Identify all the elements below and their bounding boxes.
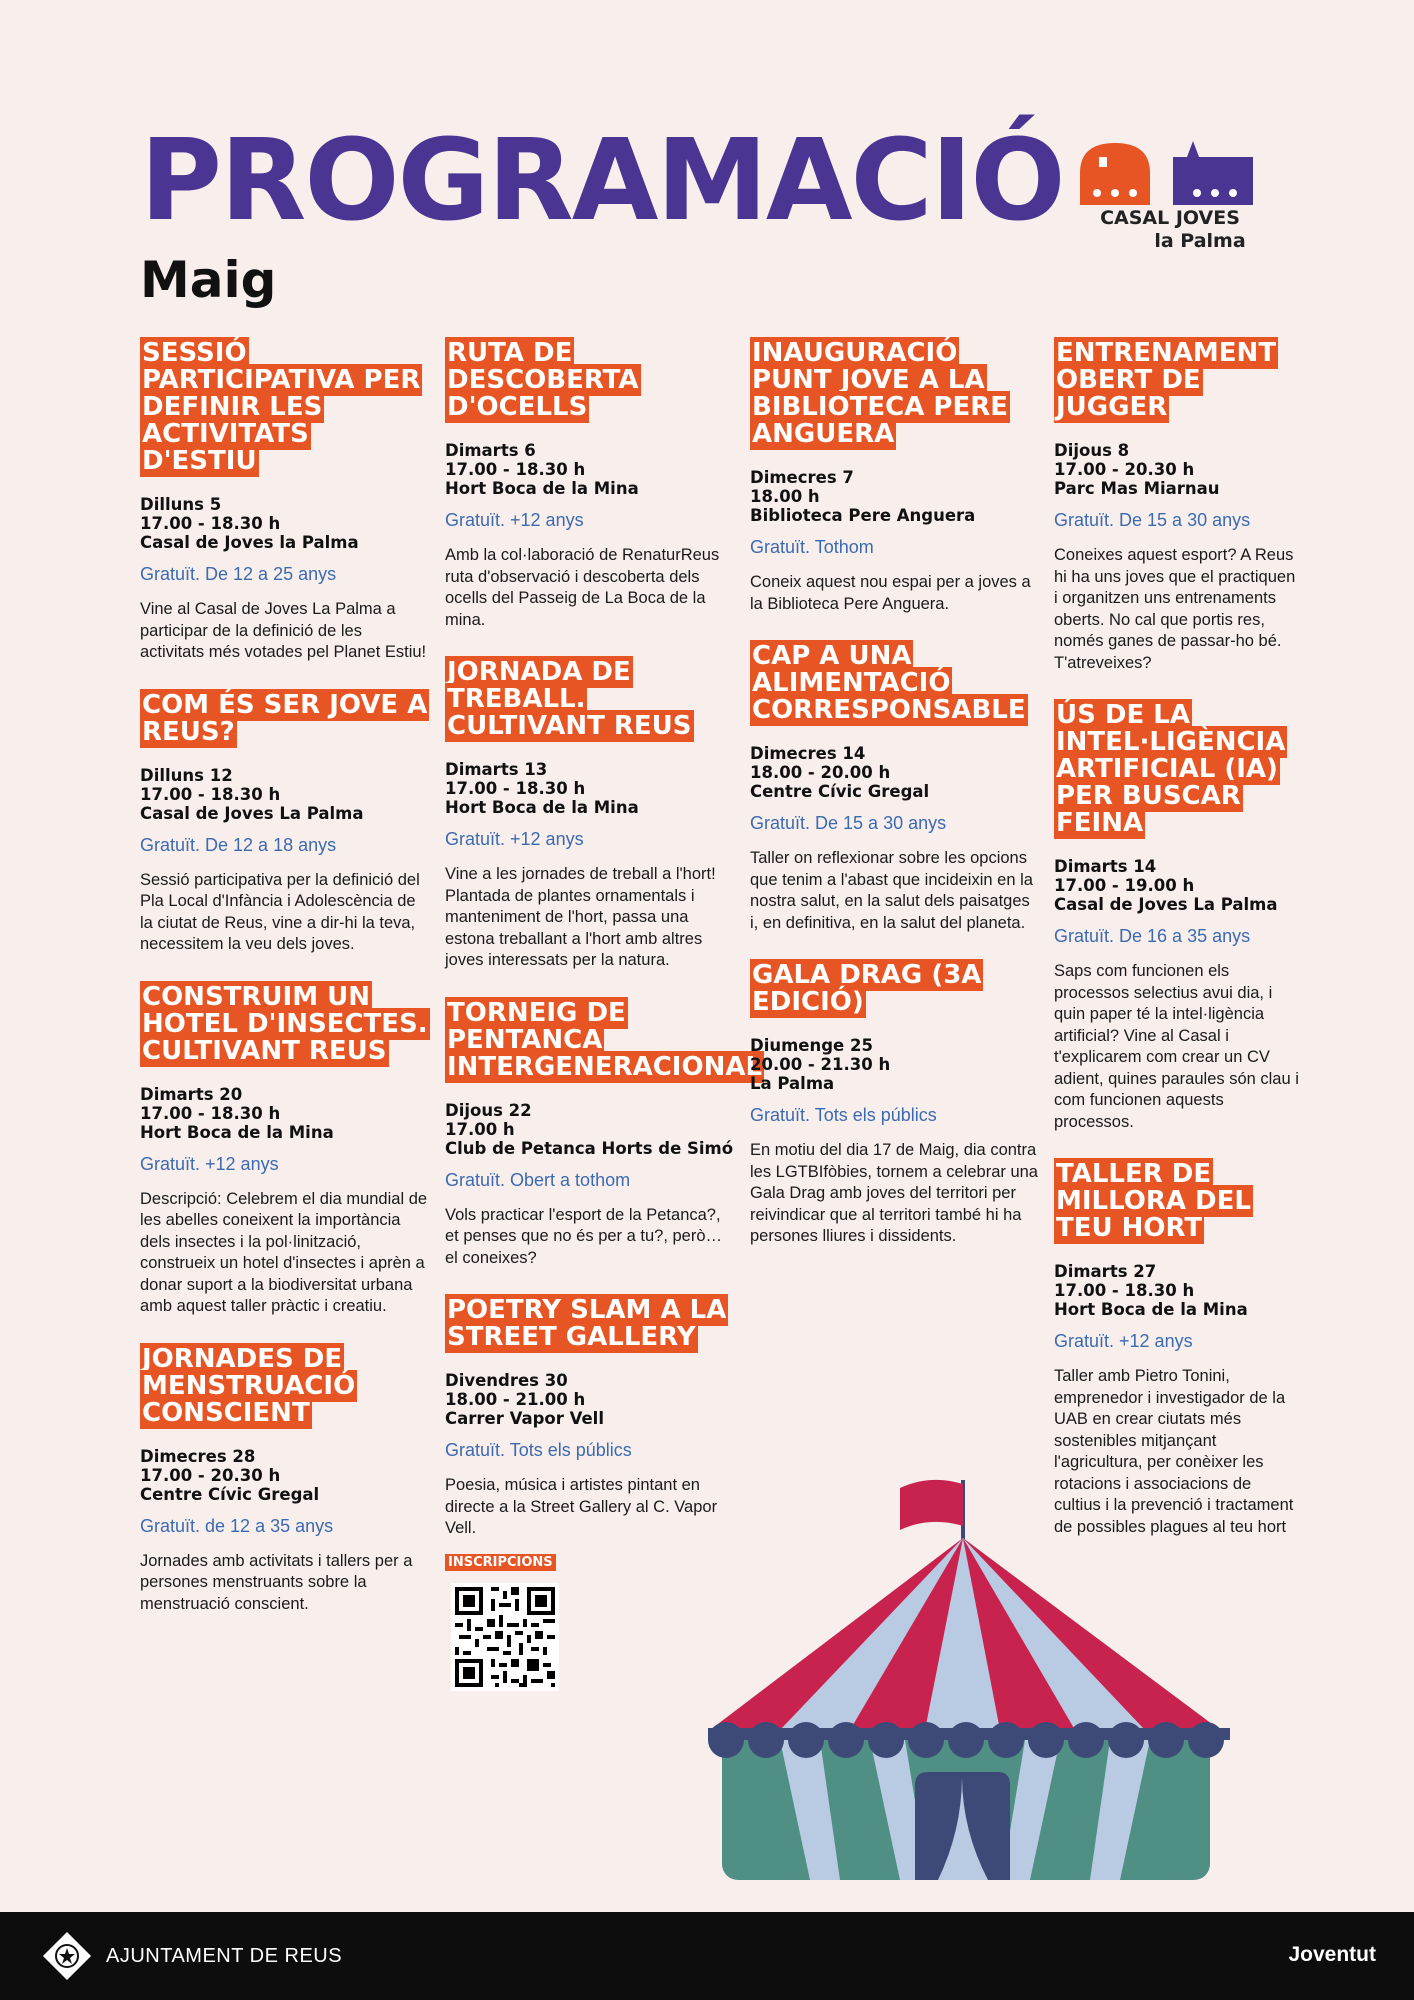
event-time: 17.00 - 18.30 h	[1054, 1281, 1195, 1300]
circus-tent-illustration	[700, 1470, 1230, 1890]
event-description: Amb la col·laboració de RenaturReus ruta d'observació i descoberta dels ocells del Passeig de La Boca de la mina.	[445, 546, 720, 629]
event-date: Dilluns 12	[140, 765, 233, 785]
event-date: Dijous 8	[1054, 441, 1130, 460]
event-price: Gratuït. De 12 a 18 anys	[140, 834, 337, 855]
event-description: Jornades amb activitats i tallers per a persones menstruants sobre la menstruació conscient.	[140, 1551, 413, 1613]
event-description: Vine al Casal de Joves La Palma a participar de la definició de les activitats més votades pel Planet Estiu!	[140, 600, 427, 661]
event-price: Gratuït. +12 anys	[1054, 1331, 1193, 1351]
event-time: 18.00 h	[750, 487, 820, 506]
event-price: Gratuït. Tots els públics	[445, 1440, 632, 1460]
column-2	[445, 338, 763, 1691]
event-price: Gratuït. +12 anys	[140, 1153, 279, 1174]
event-time: 18.00 - 20.00 h	[750, 763, 891, 782]
joventut-label: Joventut	[1288, 1943, 1376, 1966]
event-description: Poesia, música i artistes pintant en directe a la Street Gallery al C. Vapor Vell.	[445, 1476, 718, 1537]
event-description: Taller amb Pietro Tonini, emprenedor i investigador de la UAB en crear ciutats més sostenibles mitjançant l'agricultura, per conèixer les rotacions i associacions de cultius i la prevenció i tractament de possibles plagues al teu hort	[1054, 1367, 1294, 1536]
event-description: Vols practicar l'esport de la Petanca?, et penses que no és per a tu?, però… el coneixes?	[445, 1205, 723, 1267]
event-description: Taller on reflexionar sobre les opcions que tenim a l'abast que incideixin en la nostra salut, en la salut dels paisatges i, en definitiva, en la salut del planeta.	[750, 849, 1033, 932]
event-description: Saps com funcionen els processos selectius avui dia, i quin paper té la intel·ligència artificial? Vine al Casal i t'explicarem com crear un CV adient, quines paraules són clau i com funcionen aquests processos.	[1054, 962, 1299, 1131]
event-description: Sessió participativa per la definició del Pla Local d'Infància i Adolescència de la ciutat de Reus, vine a dir-hi la teva, necessitem la veu dels joves.	[140, 870, 420, 953]
event-place: Centre Cívic Gregal	[750, 782, 930, 801]
event-date: Dimarts 27	[1054, 1262, 1157, 1281]
event-time: 17.00 - 18.30 h	[445, 460, 586, 479]
event-price: Gratuït. de 12 a 35 anys	[140, 1515, 334, 1536]
event	[140, 981, 430, 1318]
event-title: GALA DRAG (3A EDICIÓ)	[752, 960, 982, 1017]
event	[140, 340, 430, 664]
column-4	[1054, 340, 1302, 1566]
event-title: INAUGURACIÓ PUNT JOVE A LA BIBLIOTECA PERE ANGUERA	[752, 338, 1009, 449]
event	[1054, 340, 1302, 674]
event	[445, 1297, 735, 1540]
event	[445, 340, 735, 631]
event-place: Hort Boca de la Mina	[1054, 1300, 1248, 1319]
event-description: Vine a les jornades de treball a l'hort! Plantada de plantes ornamentals i manteniment de l'hort, passa una estona treballant a l'hort amb altres joves interessats per la natura.	[445, 865, 716, 969]
event-date: Dimecres 28	[140, 1446, 256, 1466]
event-date: Dimecres 7	[750, 468, 854, 487]
event	[140, 1343, 430, 1616]
event-title: ENTRENAMENT OBERT DE JUGGER	[1056, 338, 1277, 422]
event-time: 17.00 - 19.00 h	[1054, 876, 1195, 895]
event	[750, 340, 1040, 615]
event-price: Gratuït. De 15 a 30 anys	[750, 813, 947, 833]
event-title: JORNADES DE MENSTRUACIÓ CONSCIENT	[142, 1343, 356, 1428]
event-date: Dijous 22	[445, 1100, 532, 1120]
event-title: ÚS DE LA INTEL·LIGÈNCIA ARTIFICIAL (IA) PER BUSCAR FEINA	[1056, 700, 1286, 838]
event-time: 17.00 - 18.30 h	[445, 779, 586, 798]
ajuntament-reus-label: AJUNTAMENT DE REUS	[106, 1945, 343, 1967]
event-date: Diumenge 25	[750, 1036, 873, 1055]
event-date: Divendres 30	[445, 1371, 568, 1390]
event-place: Casal de Joves la Palma	[140, 533, 359, 552]
event	[750, 643, 1040, 934]
event-date: Dilluns 5	[140, 495, 222, 514]
event	[445, 997, 763, 1270]
event-description: En motiu del dia 17 de Maig, dia contra les LGTBIfòbies, tornem a celebrar una Gala Drag amb joves del territori per reivindicar que al territori també hi ha persones lliures i dissidents.	[750, 1141, 1038, 1245]
event-price: Gratuït. Tothom	[750, 537, 874, 557]
casal-joves-logo	[1075, 135, 1265, 260]
event-price: Gratuït. De 15 a 30 anys	[1054, 510, 1251, 530]
event-time: 17.00 - 18.30 h	[140, 514, 281, 533]
event-time: 20.00 - 21.30 h	[750, 1055, 891, 1074]
logo-text-la-palma: la Palma	[1154, 230, 1246, 252]
event	[1054, 702, 1302, 1133]
logo-text-casal-joves: CASAL JOVES	[1100, 207, 1240, 229]
event-place: Hort Boca de la Mina	[445, 798, 639, 817]
event	[445, 659, 735, 972]
event-time: 17.00 - 20.30 h	[1054, 460, 1195, 479]
event-title: TALLER DE MILLORA DEL TEU HORT	[1056, 1159, 1251, 1243]
month-heading: Maig	[140, 251, 277, 309]
event	[750, 962, 1040, 1248]
event-place: Parc Mas Miarnau	[1054, 479, 1220, 498]
event-price: Gratuït. +12 anys	[445, 510, 584, 530]
event-date: Dimarts 20	[140, 1084, 243, 1104]
event-description: Coneix aquest nou espai per a joves a la Biblioteca Pere Anguera.	[750, 573, 1031, 613]
event-title: POETRY SLAM A LA STREET GALLERY	[447, 1295, 727, 1352]
event-price: Gratuït. De 12 a 25 anys	[140, 564, 337, 584]
page-title: PROGRAMACIÓ	[140, 116, 1064, 246]
event-time: 17.00 - 18.30 h	[140, 1103, 281, 1123]
event-time: 17.00 - 20.30 h	[140, 1465, 281, 1485]
qr-code-icon[interactable]	[451, 1583, 559, 1691]
event-price: Gratuït. +12 anys	[445, 829, 584, 849]
event-place: Centre Cívic Gregal	[140, 1484, 320, 1504]
ajuntament-reus-logo-icon	[38, 1927, 96, 1985]
event-title: JORNADA DE TREBALL. CULTIVANT REUS	[447, 657, 692, 741]
event	[140, 689, 430, 956]
event-date: Dimecres 14	[750, 744, 866, 763]
event-price: Gratuït. Tots els públics	[750, 1105, 937, 1125]
event-title: CONSTRUIM UN HOTEL D'INSECTES. CULTIVANT REUS	[142, 981, 428, 1066]
event-description: Coneixes aquest esport? A Reus hi ha uns joves que el practiquen i organitzen uns entrenaments oberts. No cal que portis res, només ganes de passar-ho bé. T'atreveixes?	[1054, 546, 1296, 672]
event-time: 17.00 h	[445, 1119, 515, 1139]
event-title: RUTA DE DESCOBERTA D'OCELLS	[447, 338, 639, 422]
event-place: Hort Boca de la Mina	[140, 1122, 334, 1142]
event-place: Hort Boca de la Mina	[445, 479, 639, 498]
event-date: Dimarts 13	[445, 760, 548, 779]
event-price: Gratuït. Obert a tothom	[445, 1169, 631, 1190]
event-date: Dimarts 6	[445, 441, 536, 460]
buildings-icon	[1075, 135, 1265, 215]
event-place: Biblioteca Pere Anguera	[750, 506, 976, 525]
event-place: Carrer Vapor Vell	[445, 1409, 604, 1428]
event-time: 17.00 - 18.30 h	[140, 784, 281, 804]
event-description: Descripció: Celebrem el dia mundial de les abelles coneixent la importància dels insectes i la pol·linització, construeix un hotel d'insectes i aprèn a donar suport a la biodiversitat urbana amb aquest taller pràctic i creatiu.	[140, 1189, 428, 1315]
inscriptions-label: INSCRIPCIONS	[445, 1554, 556, 1571]
event-title: CAP A UNA ALIMENTACIÓ CORRESPONSABLE	[752, 641, 1026, 725]
event-price: Gratuït. De 16 a 35 anys	[1054, 926, 1251, 946]
event-place: La Palma	[750, 1074, 835, 1093]
event-place: Club de Petanca Horts de Simó	[445, 1138, 734, 1158]
event-date: Dimarts 14	[1054, 857, 1157, 876]
column-3	[750, 340, 1040, 1276]
event-time: 18.00 - 21.00 h	[445, 1390, 586, 1409]
event-title: SESSIÓ PARTICIPATIVA PER DEFINIR LES ACTIVITATS D'ESTIU	[142, 338, 421, 476]
event-title: COM ÉS SER JOVE A REUS?	[142, 689, 428, 747]
event-title: TORNEIG DE PENTANCA INTERGENERACIONAL	[447, 997, 763, 1082]
event-place: Casal de Joves La Palma	[1054, 895, 1278, 914]
column-1	[140, 340, 430, 1643]
footer	[0, 1912, 1414, 2000]
event-place: Casal de Joves La Palma	[140, 803, 364, 823]
